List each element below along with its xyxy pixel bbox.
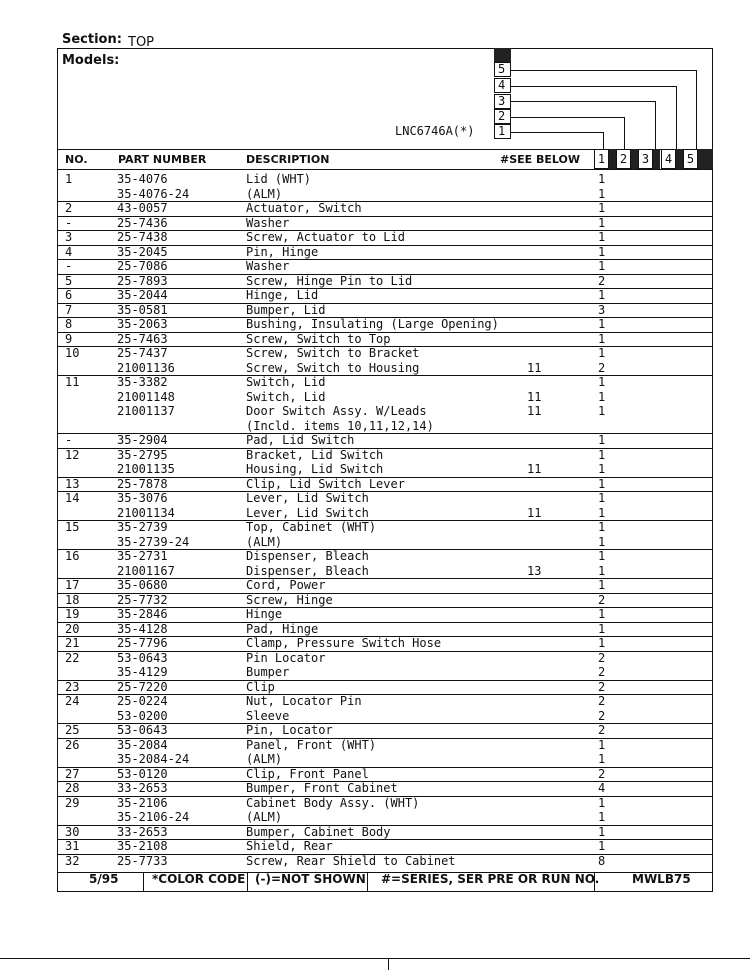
quantity: 1 [598,201,606,215]
quantity: 1 [598,404,606,418]
part-number: 35-4076-24 [117,186,190,201]
table-row [57,781,713,797]
table-row [57,854,713,869]
section-label: Section: [62,32,122,47]
footer-sep-1 [143,872,144,892]
table-row [57,752,713,768]
part-number: 35-2045 [117,244,168,259]
header-description: DESCRIPTION [246,153,330,166]
description: Clamp, Pressure Switch Hose [246,636,442,650]
description: Pin Locator [246,650,326,665]
table-row [57,607,713,623]
description: Dispenser, Bleach [246,549,369,563]
quantity: 2 [598,694,606,708]
model-box-1: 1 [494,124,511,139]
description: Pad, Lid Switch [246,433,355,447]
footer-sep-3 [367,872,368,892]
quantity: 2 [598,679,606,694]
quantity: 1 [598,331,606,346]
see-below: 11 [527,389,542,404]
footer-doc-id: MWLB75 [632,872,691,886]
part-number: 25-0224 [117,694,168,708]
quantity: 1 [598,491,606,505]
part-number: 35-3076 [117,491,168,505]
part-number: 35-2904 [117,433,168,447]
quantity: 1 [598,186,606,201]
item-number: 18 [65,592,80,607]
table-row [57,404,713,419]
quantity: 2 [598,723,606,737]
table-row [57,723,713,739]
part-number: 35-2106 [117,795,168,810]
quantity: 1 [598,375,606,389]
part-number: 53-0200 [117,708,168,723]
description: (ALM) [246,810,283,824]
description: Housing, Lid Switch [246,462,384,476]
part-number: 25-7437 [117,346,168,360]
table-row [57,390,713,405]
item-number: 32 [65,853,80,868]
description: Lever, Lid Switch [246,491,369,505]
description: Screw, Switch to Top [246,331,391,346]
table-row [57,593,713,609]
description: Bumper, Front Cabinet [246,781,398,795]
part-number: 35-2731 [117,549,168,563]
table-row [57,796,713,811]
item-number: 9 [65,331,73,346]
quantity: 1 [598,317,606,331]
table-row [57,665,713,681]
series-divider-3 [653,149,660,169]
table-row [57,839,713,855]
description: Bumper, Cabinet Body [246,824,391,839]
description: Bushing, Insulating (Large Opening) [246,317,499,331]
part-number: 35-2846 [117,607,168,621]
table-row [57,491,713,506]
quantity: 1 [598,549,606,563]
page-center-mark [388,958,389,970]
model-box-4: 4 [494,78,511,93]
quantity: 1 [598,215,606,230]
footer-series-note: #=SERIES, SER PRE OR RUN NO. [381,872,600,886]
quantity: 3 [598,302,606,317]
description: Screw, Switch to Bracket [246,346,420,360]
footer-sep-2 [247,872,248,892]
item-number: 11 [65,375,80,389]
part-number: 25-7436 [117,215,168,230]
table-row [57,172,713,187]
description: Clip [246,679,275,694]
description: Top, Cabinet (WHT) [246,520,377,534]
description: Clip, Front Panel [246,766,369,781]
quantity: 1 [598,172,606,186]
quantity: 2 [598,273,606,288]
item-number: 7 [65,302,73,317]
item-number: 23 [65,679,80,694]
model-box-3: 3 [494,94,511,109]
item-number: 20 [65,621,80,636]
part-number: 21001136 [117,360,175,375]
description: Screw, Switch to Housing [246,360,420,375]
part-number: 25-7732 [117,592,168,607]
series-box-4: 4 [661,149,676,169]
quantity: 1 [598,447,606,462]
series-box-3: 3 [638,149,653,169]
part-number: 35-4129 [117,665,168,679]
quantity: 1 [598,433,606,447]
footer-color-code: *COLOR CODE [152,872,246,886]
description: Pin, Locator [246,723,333,737]
quantity: 2 [598,665,606,679]
table-row [57,622,713,638]
quantity: 4 [598,781,606,795]
description: Pin, Hinge [246,244,319,259]
item-number: 14 [65,491,80,505]
description: (ALM) [246,752,283,766]
item-number: 10 [65,346,80,360]
quantity: 1 [598,534,606,549]
model-box-5: 5 [494,62,511,77]
item-number: 1 [65,172,73,186]
quantity: 2 [598,708,606,723]
part-number: 25-7796 [117,636,168,650]
description: Dispenser, Bleach [246,563,369,578]
table-row [57,564,713,580]
description: Washer [246,215,290,230]
description: Screw, Hinge [246,592,333,607]
item-number: 17 [65,578,80,592]
quantity: 1 [598,288,606,302]
item-number: 13 [65,476,80,491]
part-number: 35-2108 [117,839,168,853]
part-number: 53-0643 [117,723,168,737]
quantity: 8 [598,853,606,868]
item-number: 29 [65,795,80,810]
quantity: 2 [598,766,606,781]
part-number: 35-0581 [117,302,168,317]
item-number: 25 [65,723,80,737]
part-number: 33-2653 [117,824,168,839]
table-row [57,477,713,493]
description: (Incld. items 10,11,12,14) [246,418,434,433]
quantity: 1 [598,346,606,360]
description: Clip, Lid Switch Lever [246,476,405,491]
table-row [57,694,713,709]
part-number: 53-0120 [117,766,168,781]
header-see-below: #SEE BELOW [500,153,580,166]
description: Pad, Hinge [246,621,319,636]
table-row [57,535,713,551]
table-row [57,274,713,290]
page-bottom-rule [0,958,750,959]
table-row [57,230,713,246]
item-number: 3 [65,230,73,244]
table-row [57,201,713,217]
description: Actuator, Switch [246,201,362,215]
part-number: 53-0643 [117,650,168,665]
description: Screw, Rear Shield to Cabinet [246,853,456,868]
footer-sep-4 [594,872,595,892]
table-row [57,332,713,348]
table-row [57,462,713,478]
item-number: 4 [65,244,73,259]
part-number: 21001148 [117,389,175,404]
part-number: 35-3382 [117,375,168,389]
quantity: 1 [598,810,606,824]
item-number: - [65,215,73,230]
part-number: 35-0680 [117,578,168,592]
part-number: 35-2739-24 [117,534,190,549]
description: Hinge [246,607,283,621]
part-number: 21001167 [117,563,175,578]
table-row [57,245,713,261]
description: (ALM) [246,534,283,549]
part-number: 35-2084 [117,737,168,752]
description: Cabinet Body Assy. (WHT) [246,795,420,810]
table-row [57,549,713,564]
item-number: 27 [65,766,80,781]
item-number: 12 [65,447,80,462]
item-number: 21 [65,636,80,650]
quantity: 1 [598,462,606,476]
see-below: 11 [527,462,542,476]
see-below: 11 [527,360,542,375]
quantity: 1 [598,476,606,491]
item-number: 15 [65,520,80,534]
part-number: 21001137 [117,404,175,418]
see-below: 13 [527,563,542,578]
table-row [57,578,713,594]
quantity: 1 [598,563,606,578]
description: Panel, Front (WHT) [246,737,377,752]
footer-date: 5/95 [89,872,119,886]
item-number: 26 [65,737,80,752]
table-row [57,419,713,435]
part-number: 35-4128 [117,621,168,636]
quantity: 2 [598,650,606,665]
item-number: 8 [65,317,73,331]
model-box-2: 2 [494,109,511,124]
series-box-5: 5 [683,149,698,169]
item-number: 24 [65,694,80,708]
description: Bracket, Lid Switch [246,447,384,462]
description: Lid (WHT) [246,172,312,186]
quantity: 1 [598,795,606,810]
part-number: 25-7086 [117,259,168,273]
part-number: 21001134 [117,505,175,520]
quantity: 1 [598,244,606,259]
description: Sleeve [246,708,290,723]
section-value: TOP [128,35,155,50]
item-number: 30 [65,824,80,839]
part-number: 43-0057 [117,201,168,215]
quantity: 1 [598,259,606,273]
description: Switch, Lid [246,389,326,404]
table-row [57,448,713,463]
header-no: NO. [65,153,88,166]
table-row [57,361,713,377]
see-below: 11 [527,505,542,520]
table-row [57,506,713,522]
models-label: Models: [62,53,120,68]
table-row [57,680,713,696]
item-number: 28 [65,781,80,795]
item-number: 2 [65,201,73,215]
description: (ALM) [246,186,283,201]
header-part-number: PART NUMBER [118,153,207,166]
part-number: 25-7733 [117,853,168,868]
part-number: 35-2044 [117,288,168,302]
series-divider-4 [676,149,683,169]
table-row [57,288,713,304]
quantity: 1 [598,621,606,636]
table-row [57,825,713,841]
quantity: 1 [598,752,606,766]
item-number: 19 [65,607,80,621]
table-row [57,651,713,666]
footer-not-shown: (-)=NOT SHOWN [255,872,366,886]
table-row [57,433,713,449]
quantity: 1 [598,636,606,650]
part-number: 35-2739 [117,520,168,534]
table-row [57,738,713,753]
table-row [57,303,713,319]
quantity: 2 [598,360,606,375]
item-number: 31 [65,839,80,853]
model-name: LNC6746A(*) [395,124,475,138]
part-number: 25-7463 [117,331,168,346]
table-row [57,375,713,390]
description: Bumper, Lid [246,302,326,317]
description: Lever, Lid Switch [246,505,369,520]
series-divider-5 [698,149,713,169]
description: Nut, Locator Pin [246,694,362,708]
quantity: 1 [598,839,606,853]
table-row [57,317,713,333]
table-row [57,259,713,275]
header-bottom-rule [57,169,713,170]
quantity: 1 [598,520,606,534]
table-row [57,187,713,203]
table-row [57,216,713,232]
table-row [57,636,713,652]
part-number: 35-2795 [117,447,168,462]
quantity: 1 [598,389,606,404]
see-below: 11 [527,404,542,418]
table-row [57,810,713,826]
description: Shield, Rear [246,839,333,853]
item-number: 5 [65,273,73,288]
part-number: 25-7220 [117,679,168,694]
series-box-1: 1 [594,149,609,169]
description: Cord, Power [246,578,326,592]
series-divider-1 [609,149,616,169]
quantity: 1 [598,578,606,592]
item-number: - [65,259,73,273]
table-row [57,709,713,725]
description: Screw, Actuator to Lid [246,230,405,244]
quantity: 1 [598,737,606,752]
part-number: 25-7438 [117,230,168,244]
description: Washer [246,259,290,273]
model-box-cap [494,48,511,62]
part-number: 25-7878 [117,476,168,491]
item-number: 22 [65,650,80,665]
item-number: - [65,433,73,447]
table-row [57,767,713,783]
description: Switch, Lid [246,375,326,389]
quantity: 1 [598,505,606,520]
description: Door Switch Assy. W/Leads [246,404,427,418]
part-number: 25-7893 [117,273,168,288]
part-number: 33-2653 [117,781,168,795]
part-number: 21001135 [117,462,175,476]
quantity: 1 [598,824,606,839]
series-divider-2 [631,149,638,169]
quantity: 2 [598,592,606,607]
part-number: 35-2084-24 [117,752,190,766]
quantity: 1 [598,607,606,621]
description: Hinge, Lid [246,288,319,302]
quantity: 1 [598,230,606,244]
item-number: 6 [65,288,73,302]
table-row [57,520,713,535]
series-box-2: 2 [616,149,631,169]
description: Screw, Hinge Pin to Lid [246,273,413,288]
series-bracket-1 [511,132,604,150]
part-number: 35-4076 [117,172,168,186]
part-number: 35-2106-24 [117,810,190,824]
description: Bumper [246,665,290,679]
part-number: 35-2063 [117,317,168,331]
item-number: 16 [65,549,80,563]
table-row [57,346,713,361]
